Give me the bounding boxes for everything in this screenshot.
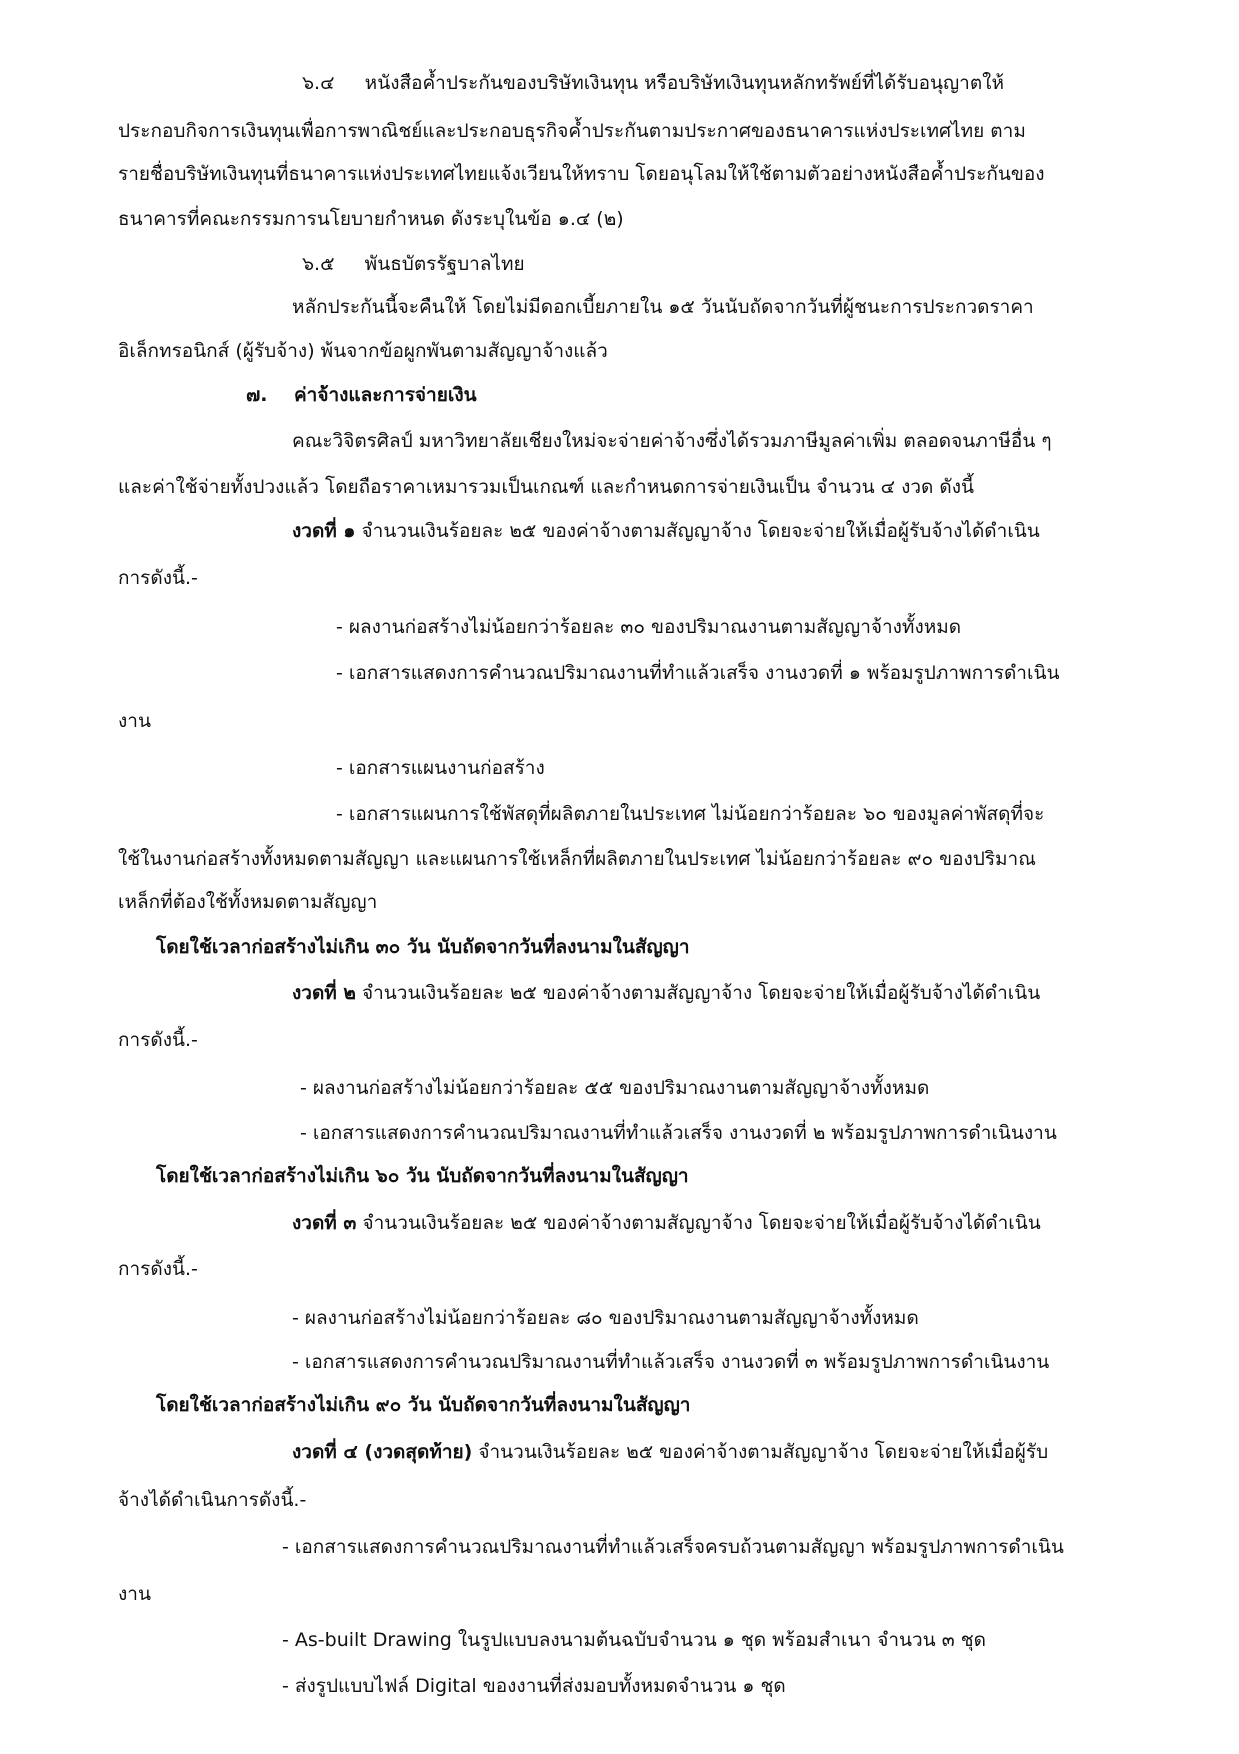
payment-intro-line-2: และค่าใช้จ่ายทั้งปวงแล้ว โดยถือราคาเหมารวมเป็นเกณฑ์ และกำหนดการจ่ายเงินเป็น จำนวน ๔ งวด ดังนี้ (118, 476, 975, 498)
installment-4-text: จำนวนเงินร้อยละ ๒๕ ของค่าจ้างตามสัญญาจ้าง โดยจะจ่ายให้เมื่อผู้รับ (472, 1441, 1049, 1463)
installment-1-label: งวดที่ ๑ (292, 520, 356, 542)
clause-6-4-line-1: ๖.๔ หนังสือค้ำประกันของบริษัทเงินทุน หรือบริษัทเงินทุนหลักทรัพย์ที่ได้รับอนุญาตให้ (302, 72, 1004, 94)
installment-1-item-4-line-2: ใช้ในงานก่อสร้างทั้งหมดตามสัญญา และแผนการใช้เหล็กที่ผลิตภายในประเทศ ไม่น้อยกว่าร้อยละ ๙๐ ของปริมาณ (118, 848, 1036, 870)
installment-4-item-2: - As-built Drawing ในรูปแบบลงนามต้นฉบับจำนวน ๑ ชุด พร้อมสำเนา จำนวน ๓ ชุด (282, 1629, 986, 1651)
installment-1-item-4-line-3: เหล็กที่ต้องใช้ทั้งหมดตามสัญญา (118, 891, 378, 913)
section-7-heading: ๗. ค่าจ้างและการจ่ายเงิน (246, 384, 477, 406)
guarantee-return-line-2: อิเล็กทรอนิกส์ (ผู้รับจ้าง) พ้นจากข้อผูกพันตามสัญญาจ้างแล้ว (118, 340, 608, 362)
installment-1-item-2-cont: งาน (118, 710, 151, 732)
installment-2-label: งวดที่ ๒ (292, 982, 356, 1004)
installment-4-line-2: จ้างได้ดำเนินการดังนี้.- (118, 1489, 307, 1511)
clause-6-4-line-4: ธนาคารที่คณะกรรมการนโยบายกำหนด ดังระบุในข้อ ๑.๔ (๒) (118, 208, 624, 230)
installment-4-label: งวดที่ ๔ (งวดสุดท้าย) (292, 1441, 473, 1463)
installment-3-line-2: การดังนี้.- (118, 1258, 198, 1280)
installment-2-item-1: - ผลงานก่อสร้างไม่น้อยกว่าร้อยละ ๕๕ ของปริมาณงานตามสัญญาจ้างทั้งหมด (300, 1077, 930, 1099)
installment-1-duration: โดยใช้เวลาก่อสร้างไม่เกิน ๓๐ วัน นับถัดจากวันที่ลงนามในสัญญา (156, 936, 690, 958)
installment-2-item-2: - เอกสารแสดงการคำนวณปริมาณงานที่ทำแล้วเสร็จ งานงวดที่ ๒ พร้อมรูปภาพการดำเนินงาน (300, 1122, 1057, 1144)
installment-1-line-1 (292, 518, 1102, 544)
installment-2-duration: โดยใช้เวลาก่อสร้างไม่เกิน ๖๐ วัน นับถัดจากวันที่ลงนามในสัญญา (156, 1165, 689, 1187)
guarantee-return-line-1: หลักประกันนี้จะคืนให้ โดยไม่มีดอกเบี้ยภายใน ๑๕ วันนับถัดจากวันที่ผู้ชนะการประกวดราคา (292, 296, 1034, 318)
installment-1-item-3: - เอกสารแผนงานก่อสร้าง (336, 757, 545, 779)
installment-1-text: จำนวนเงินร้อยละ ๒๕ ของค่าจ้างตามสัญญาจ้าง โดยจะจ่ายให้เมื่อผู้รับจ้างได้ดำเนิน (355, 520, 1040, 542)
clause-6-4-line-2: ประกอบกิจการเงินทุนเพื่อการพาณิชย์และประกอบธุรกิจค้ำประกันตามประกาศของธนาคารแห่งประเทศไทย ตาม (118, 120, 1026, 142)
installment-4-item-1: - เอกสารแสดงการคำนวณปริมาณงานที่ทำแล้วเสร็จครบถ้วนตามสัญญา พร้อมรูปภาพการดำเนิน (282, 1536, 1064, 1558)
installment-3-item-2: - เอกสารแสดงการคำนวณปริมาณงานที่ทำแล้วเสร็จ งานงวดที่ ๓ พร้อมรูปภาพการดำเนินงาน (292, 1351, 1050, 1373)
installment-2-text: จำนวนเงินร้อยละ ๒๕ ของค่าจ้างตามสัญญาจ้าง โดยจะจ่ายให้เมื่อผู้รับจ้างได้ดำเนิน (355, 982, 1041, 1004)
installment-2-line-1 (292, 980, 1102, 1006)
payment-intro-line-1: คณะวิจิตรศิลป์ มหาวิทยาลัยเชียงใหม่จะจ่ายค่าจ้างซึ่งได้รวมภาษีมูลค่าเพิ่ม ตลอดจนภาษีอื่น ๆ (292, 430, 1052, 452)
installment-3-line-1 (292, 1210, 1102, 1236)
clause-6-4-line-3: รายชื่อบริษัทเงินทุนที่ธนาคารแห่งประเทศไทยแจ้งเวียนให้ทราบ โดยอนุโลมให้ใช้ตามตัวอย่างหนังสือค้ำประกันของ (118, 163, 1045, 185)
clause-6-5-line: ๖.๕ พันธบัตรรัฐบาลไทย (302, 253, 525, 275)
installment-3-duration: โดยใช้เวลาก่อสร้างไม่เกิน ๙๐ วัน นับถัดจากวันที่ลงนามในสัญญา (156, 1394, 691, 1416)
installment-1-line-2: การดังนี้.- (118, 567, 198, 589)
installment-1-item-1: - ผลงานก่อสร้างไม่น้อยกว่าร้อยละ ๓๐ ของปริมาณงานตามสัญญาจ้างทั้งหมด (336, 616, 962, 638)
installment-1-item-4-line-1: - เอกสารแผนการใช้พัสดุที่ผลิตภายในประเทศ ไม่น้อยกว่าร้อยละ ๖๐ ของมูลค่าพัสดุที่จะ (336, 803, 1045, 825)
installment-4-item-1-cont: งาน (118, 1583, 151, 1605)
installment-3-text: จำนวนเงินร้อยละ ๒๕ ของค่าจ้างตามสัญญาจ้าง โดยจะจ่ายให้เมื่อผู้รับจ้างได้ดำเนิน (356, 1212, 1041, 1234)
installment-2-line-2: การดังนี้.- (118, 1029, 198, 1051)
installment-3-label: งวดที่ ๓ (292, 1212, 357, 1234)
installment-3-item-1: - ผลงานก่อสร้างไม่น้อยกว่าร้อยละ ๘๐ ของปริมาณงานตามสัญญาจ้างทั้งหมด (292, 1307, 919, 1329)
installment-1-item-2: - เอกสารแสดงการคำนวณปริมาณงานที่ทำแล้วเสร็จ งานงวดที่ ๑ พร้อมรูปภาพการดำเนิน (336, 662, 1060, 684)
installment-4-line-1 (292, 1439, 1102, 1465)
installment-4-item-3: - ส่งรูปแบบไฟล์ Digital ของงานที่ส่งมอบทั้งหมดจำนวน ๑ ชุด (282, 1675, 786, 1697)
